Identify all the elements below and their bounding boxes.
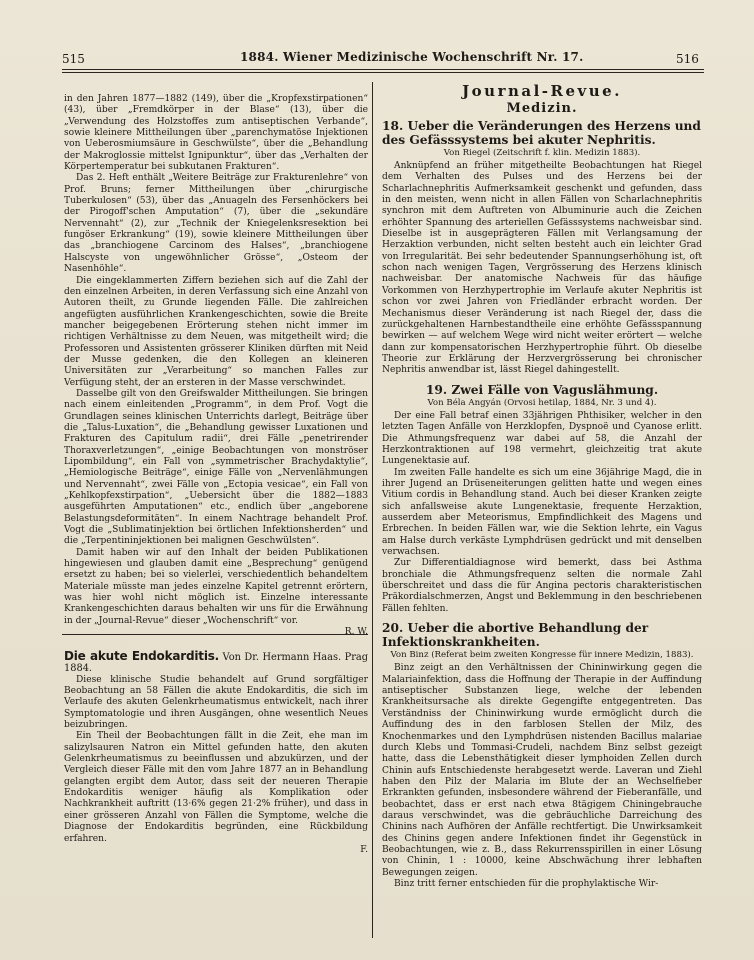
- paragraph: Dasselbe gilt von den Greifswalder Mittheilungen. Sie bringen nach einem einleitenden „Programm“, in dem Prof. Vogt die Grundlagen seines klinischen Unterrichts darlegt, Beiträge über die „Talus-Luxation“, die „Behandlung gewisser Luxationen und Frakturen des Capitulum radii“, drei Fälle „penetrirender Thoraxverletzungen“, „einige Beobachtungen von monströser Lipombildung“, ein Fall von „symmetrischer Brachydaktylie“, „Hemiologische Beiträge“, einige Fälle von „Nervenlähmungen und Nervennaht“, zwei Fälle von „Ectopia vesicae“, ein Fall von „Kehlkopfexstirpation“, „Uebersicht über die 1882—1883 ausgeführten Amputationen“ etc., endlich über „angeborene Belastungsdeformitäten“. In einem Nachtrage behandelt Prof. Vogt die „Sublimatinjektion bei örtlichen Infektionsherden“ und die „Terpentininjektionen bei malignen Geschwülsten“.: [64, 388, 368, 547]
- review-heading-line: [64, 651, 368, 675]
- header-rule: [62, 69, 704, 70]
- signature: R. W.: [344, 627, 368, 638]
- article-source: Von Binz (Referat beim zweiten Kongresse für innere Medizin, 1883).: [390, 650, 694, 661]
- page-number-left: 515: [62, 52, 85, 66]
- paragraph: Die eingeklammerten Ziffern beziehen sich auf die Zahl der den einzelnen Arbeiten, in deren Verfassung sich eine Anzahl von Autoren theilt, zu Grunde liegenden Fälle. Die zahlreichen angefügten ausführlichen Krankengeschichten, sowie die Breite mancher beigegebenen Erörterung stehen nicht immer im richtigen Verhältnisse zu dem Neuen, was mitgetheilt wird; die Professoren und Assistenten grösserer Kliniken dürften mit Neid der Musse gedenken, die den Kollegen an kleineren Universitäten zur „Verarbeitung“ so manchen Falles zur Verfügung steht, der an ersteren in der Masse verschwindet.: [64, 275, 368, 388]
- section-heading-medizin: Medizin.: [506, 101, 578, 117]
- paragraph: Damit haben wir auf den Inhalt der beiden Publikationen hingewiesen und glauben damit eine „Besprechung“ genügend ersetzt zu haben; bei so vielerlei, verschiedentlich behandeltem Materiale müsste man jedes einzelne Kapitel getrennt erörtern, was hier wohl nicht möglich ist. Einzelne interessante Krankengeschichten daraus behalten wir uns für die Erwähnung in der „Journal-Revue“ dieser „Wochenschrift“ vor.: [64, 547, 368, 626]
- column-divider: [372, 82, 373, 938]
- page-number-right: 516: [676, 52, 699, 66]
- paragraph: Ein Theil der Beobachtungen fällt in die Zeit, ehe man im salizylsauren Natron ein Mittel gefunden hatte, den akuten Gelenkrheumatismus zu beeinflussen und abzukürzen, und der Vergleich dieser Fälle mit den vom Jahre 1877 an in Behandlung gelangten ergibt dem Autor, dass seit der neueren Therapie Endokarditis weniger häufig als Komplikation oder Nachkrankheit auftritt (13·6% gegen 21·2% früher), und dass in einer grösseren Anzahl von Fällen die Symptome, welche die Diagnose der Endokarditis begründen, eine Rückbildung erfahren.: [64, 731, 368, 844]
- article-title: 18. Ueber die Veränderungen des Herzens und des Gefässsystems bei akuter Nephritis.: [382, 118, 701, 147]
- paragraph: Binz zeigt an den Verhältnissen der Chininwirkung gegen die Malariainfektion, dass die Hoffnung der Therapie in der Auffindung antiseptischer Substanzen liege, welche der lebenden Krankheitsursache als direkte Gegengifte entgegentreten. Das Verständniss der Chininwirkung wurde ermöglicht durch die Auffindung des in den farblosen Stellen der Milz, des Knochenmarkes und den Lymphdrüsen nistenden Bacillus malariae durch Klebs und Tommasi-Crudeli, nachdem Binz selbst gezeigt hatte, dass die Lebensthätigkeit dieser lymphoiden Zellen durch Chinin aufs Entschiedenste herabgesetzt werde. Laveran und Ziehl haben den Pilz der Malaria im Blute der an Wechselfieber Erkrankten gefunden, insbesondere während der Fieberanfälle, und beobachtet, dass er erst nach etwa 8tägigem Chiningebrauche daraus verschwindet, was die gebräuchliche Darreichung des Chinins nach Aufhören der Anfälle rechtfertigt. Die Unwirksamkeit des Chinins gegen andere Infektionen findet ihr Gegenstück in Beobachtungen, wie z. B., dass Rekurrensspirillen in einer Lösung von Chinin, 1 : 10000, keine Abschwächung ihrer lebhaften Bewegungen zeigen.: [382, 663, 702, 878]
- signature: F.: [360, 844, 368, 855]
- left-column-text: [64, 94, 368, 639]
- journal-revue-heading: Journal-Revue.: [462, 82, 622, 100]
- article-source: Von Béla Angyán (Orvosi hetilap, 1884, Nr. 3 und 4).: [427, 397, 657, 408]
- article-source: Von Riegel (Zeitschrift f. klin. Medizin 1883).: [443, 147, 641, 158]
- review-byline: Von Dr. Hermann Haas. Prag 1884.: [64, 652, 368, 675]
- running-header-title: 1884. Wiener Medizinische Wochenschrift Nr. 17.: [240, 50, 584, 64]
- article-title: 20. Ueber die abortive Behandlung der Infektionskrankheiten.: [382, 621, 649, 650]
- review-endokarditis: [64, 651, 368, 856]
- article-title: 19. Zwei Fälle von Vaguslähmung.: [425, 382, 659, 397]
- paragraph: in den Jahren 1877—1882 (149), über die „Kropfexstirpationen“ (43), über „Fremdkörper in der Blase“ (13), über die „Verwendung des Holzstoffes zum antiseptischen Verbande“, sowie kleinere Mittheilungen über „parenchymatöse Injektionen von Ueberosmiumsäure in Geschwülste“, über die „Behandlung der Makroglossie mittelst Ignipunktur“, über das „Verhalten der Körpertemperatur bei subkutanen Frakturen“.: [64, 94, 368, 173]
- review-title: Die akute Endokarditis.: [64, 649, 220, 663]
- paragraph: Im zweiten Falle handelte es sich um eine 36jährige Magd, die in ihrer Jugend an Drüseneiterungen gelitten hatte und wegen eines Vitium cordis in Behandlung stand. Auch bei dieser Kranken zeigte sich anfallsweise akute Lungenektasie, frequente Herzaktion, ausserdem aber Meteorismus, Empfindlichkeit des Magens und Erbrechen. In beiden Fällen war, wie die Sektion lehrte, ein Vagus am Halse durch verkäste Lymphdrüsen gedrückt und mit denselben verwachsen.: [382, 467, 702, 558]
- paragraph: Anknüpfend an früher mitgetheilte Beobachtungen hat Riegel dem Verhalten des Pulses und des Herzens bei der Scharlachnephritis Aufmerksamkeit geschenkt und gefunden, dass in den meisten, wenn nicht in allen Fällen von Scharlachnephritis synchron mit dem Auftreten von Albuminurie auch die Zeichen erhöhter Spannung des arteriellen Gefässsystems nachweisbar sind. Dieselbe ist in ausgeprägteren Fällen mit Verlangsamung der Herzaktion verbunden, nicht selten besteht auch ein leichter Grad von Irregularität. Bei sehr bedeutender Spannungserhöhung ist, oft schon nach wenigen Tagen, Vergrösserung des Herzens klinisch nachweisbar. Der anatomische Nachweis für das häufige Vorkommen von Herzhypertrophie im Verlaufe akuter Nephritis ist schon vor zwei Jahren von Friedländer erbracht worden. Der Mechanismus dieser Veränderung ist nach Riegel der, dass die zurückgehaltenen Harnbestandtheile eine erhöhte Gefässspannung bewirken — auf welchem Wege wird nicht weiter erörtert — welche dann zur kompensatorischen Herzhypertrophie führt. Ob dieselbe Theorie zur Erklärung der Herzvergrösserung bei chronischer Nephritis anwendbar ist, lässt Riegel dahingestellt.: [382, 161, 702, 376]
- paragraph: Diese klinische Studie behandelt auf Grund sorgfältiger Beobachtung an 58 Fällen die akute Endokarditis, die sich im Verlaufe des akuten Gelenkrheumatismus entwickelt, nach ihrer Symptomatologie und ihren Ausgängen, ohne wesentlich Neues beizubringen.: [64, 674, 368, 731]
- header-rule-double: [62, 72, 704, 73]
- paragraph: Der eine Fall betraf einen 33jährigen Phthisiker, welcher in den letzten Tagen Anfälle von Herzklopfen, Dyspnoë und Cyanose erlitt. Die Athmungsfrequenz war dabei auf 58, die Anzahl der Herzkontraktionen auf 198 vermehrt, gleichzeitig trat akute Lungenektasie auf.: [382, 410, 702, 467]
- paragraph: Das 2. Heft enthält „Weitere Beiträge zur Frakturenlehre“ von Prof. Bruns; ferner Mittheilungen über „chirurgische Tuberkulosen“ (53), über das „Anuageln des Fersenhöckers bei der Pirogoff'schen Amputation“ (7), über die „sekundäre Nervennaht“ (2), zur „Technik der Kniegelenksresektion bei fungöser Erkrankung“ (19), sowie kleinere Mittheilungen über das „branchiogene Carcinom des Halses“, „branchiogene Halscyste von ungewöhnlicher Grösse“, „Osteom der Nasenhöhle“.: [64, 173, 368, 275]
- right-column-journal-revue: [382, 82, 702, 890]
- paragraph: Zur Differentialdiagnose wird bemerkt, dass bei Asthma bronchiale die Athmungsfrequenz selten die normale Zahl überschreitet und dass die für Angina pectoris charakteristischen Präkordialschmerzen, Angst und Beklemmung in den beschriebenen Fällen fehlten.: [382, 558, 702, 614]
- paragraph: Binz tritt ferner entschieden für die prophylaktische Wir-: [394, 878, 659, 889]
